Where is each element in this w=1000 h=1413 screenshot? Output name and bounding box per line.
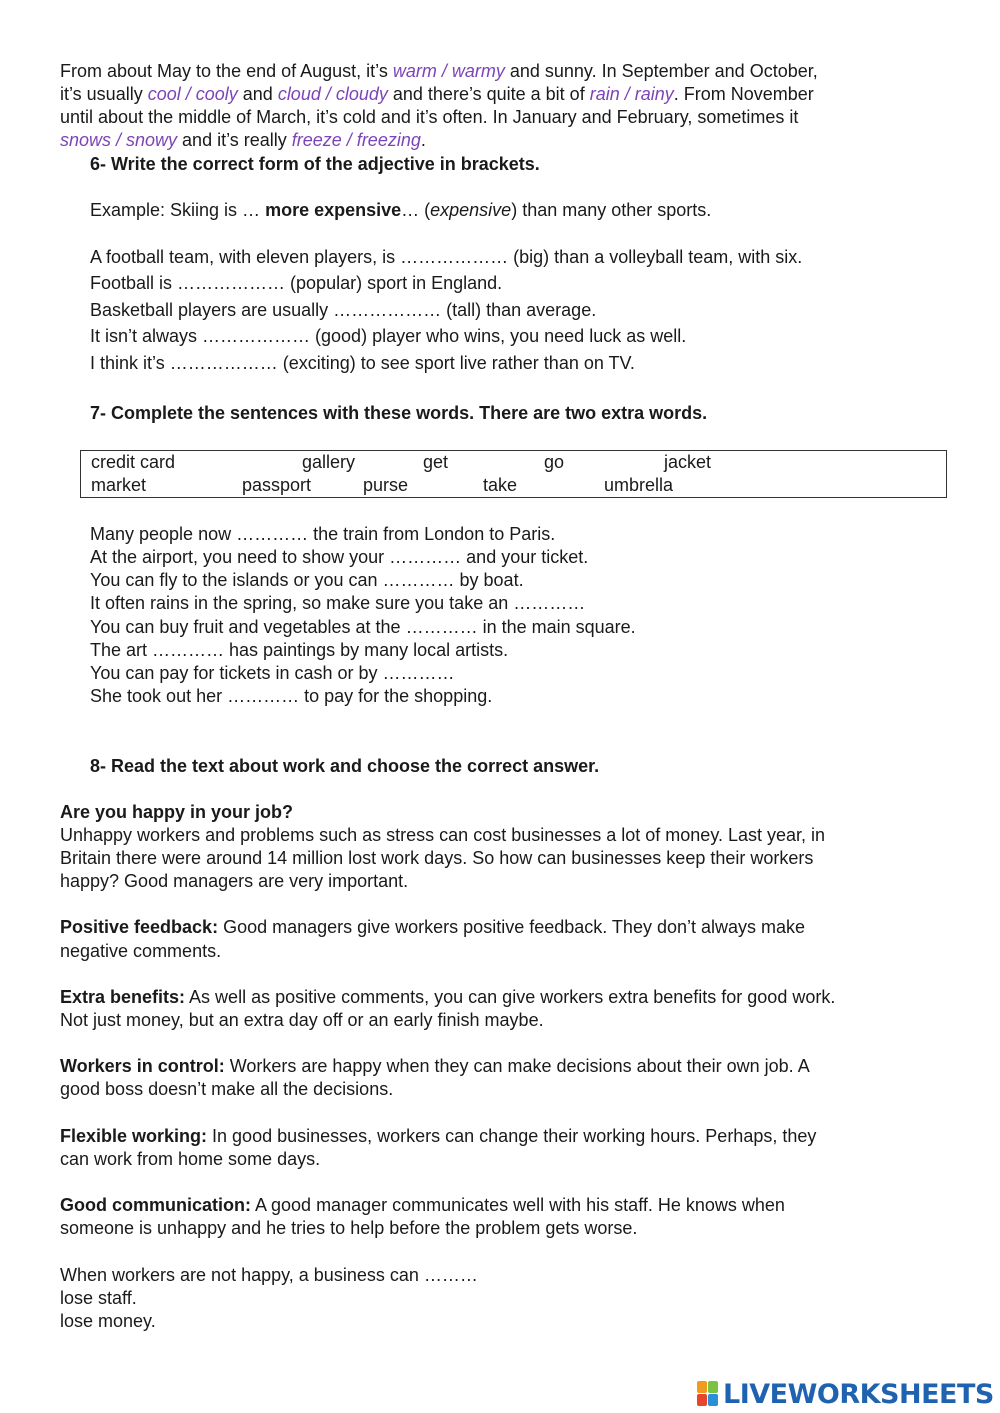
choice-option[interactable]: snows / snowy — [60, 130, 178, 150]
text: it’s usually — [60, 84, 148, 104]
text: and there’s quite a bit of — [387, 84, 590, 104]
word-bank-item: credit card — [91, 452, 176, 472]
text: ) than many other sports. — [511, 200, 712, 220]
paragraph-line: good boss doesn’t make all the decisions. — [60, 1079, 394, 1099]
exercise-6-item[interactable]: A football team, with eleven players, is ……………… (big) than a volleyball team, with six. — [90, 247, 803, 267]
word-bank-item: take — [483, 475, 518, 495]
text: Good managers give workers positive feedback. They don’t always make — [218, 917, 806, 937]
choice-option[interactable]: rain / rainy — [589, 84, 674, 104]
choice-option[interactable]: freeze / freezing — [291, 130, 421, 150]
article-intro-line: happy? Good managers are very important. — [60, 871, 409, 891]
word-bank — [80, 450, 947, 498]
word-bank-item: umbrella — [604, 475, 674, 495]
text: From about May to the end of August, it’s — [60, 61, 393, 81]
word-bank-item: purse — [363, 475, 409, 495]
brand-name: LIVEWORKSHEETS — [723, 1378, 994, 1410]
choice-option[interactable]: cloud / cloudy — [277, 84, 388, 104]
paragraph-extra-benefits — [60, 986, 835, 1009]
exercise-7-item[interactable]: You can pay for tickets in cash or by ………… — [90, 663, 455, 683]
question-text: When workers are not happy, a business can ……… — [60, 1265, 478, 1285]
article-intro-line: Britain there were around 14 million lost work days. So how can businesses keep their workers — [60, 848, 814, 868]
text: . From November — [673, 84, 814, 104]
paragraph-positive-feedback — [60, 916, 805, 939]
example-answer: more expensive — [265, 200, 402, 220]
intro-line-1 — [60, 60, 818, 83]
text: . — [420, 130, 426, 150]
word-bank-item: jacket — [664, 452, 712, 472]
exercise-7-item[interactable]: You can fly to the islands or you can ………… by boat. — [90, 570, 524, 590]
text: … ( — [401, 200, 431, 220]
intro-line-2 — [60, 83, 814, 106]
word-bank-item: market — [91, 475, 147, 495]
text: In good businesses, workers can change their working hours. Perhaps, they — [207, 1126, 817, 1146]
paragraph-label: Positive feedback: — [60, 917, 219, 937]
section-6-heading: 6- Write the correct form of the adjective in brackets. — [90, 154, 540, 174]
exercise-6-item[interactable]: I think it’s ……………… (exciting) to see sport live rather than on TV. — [90, 353, 635, 373]
choice-option[interactable]: cool / cooly — [147, 84, 238, 104]
exercise-6-item[interactable]: It isn’t always ……………… (good) player who wins, you need luck as well. — [90, 326, 687, 346]
paragraph-flexible-working — [60, 1125, 816, 1148]
exercise-6-item[interactable]: Football is ……………… (popular) sport in England. — [90, 273, 503, 293]
logo-blocks-icon — [697, 1381, 719, 1407]
paragraph-workers-in-control — [60, 1055, 810, 1078]
intro-line-3: until about the middle of March, it’s cold and it’s often. In January and February, sometimes it — [60, 107, 799, 127]
exercise-7-item[interactable]: She took out her ………… to pay for the shopping. — [90, 686, 493, 706]
paragraph-line: Not just money, but an extra day off or an early finish maybe. — [60, 1010, 544, 1030]
paragraph-label: Extra benefits: — [60, 987, 186, 1007]
word-bank-item: go — [544, 452, 565, 472]
paragraph-line: someone is unhappy and he tries to help before the problem gets worse. — [60, 1218, 638, 1238]
paragraph-line: negative comments. — [60, 941, 222, 961]
paragraph-label: Workers in control: — [60, 1056, 225, 1076]
example-word: expensive — [430, 200, 512, 220]
liveworksheets-logo — [697, 1377, 994, 1411]
text: A good manager communicates well with his staff. He knows when — [251, 1195, 785, 1215]
text: and — [237, 84, 278, 104]
text: Example: Skiing is … — [90, 200, 266, 220]
exercise-7-item[interactable]: You can buy fruit and vegetables at the ………… in the main square. — [90, 617, 636, 637]
choice-option[interactable]: warm / warmy — [392, 61, 505, 81]
exercise-7-item[interactable]: Many people now ………… the train from London to Paris. — [90, 524, 556, 544]
answer-option[interactable]: lose staff. — [60, 1288, 137, 1308]
intro-line-4 — [60, 129, 426, 152]
paragraph-label: Good communication: — [60, 1195, 251, 1215]
text: Workers are happy when they can make decisions about their own job. A — [224, 1056, 810, 1076]
word-bank-item: gallery — [302, 452, 356, 472]
exercise-6-item[interactable]: Basketball players are usually ……………… (tall) than average. — [90, 300, 597, 320]
answer-option[interactable]: lose money. — [60, 1311, 156, 1331]
text: and it’s really — [177, 130, 292, 150]
article-title: Are you happy in your job? — [60, 802, 294, 822]
text: As well as positive comments, you can give workers extra benefits for good work. — [185, 987, 836, 1007]
paragraph-line: can work from home some days. — [60, 1149, 321, 1169]
paragraph-good-communication — [60, 1194, 785, 1217]
article-intro-line: Unhappy workers and problems such as stress can cost businesses a lot of money. Last year, in — [60, 825, 826, 845]
exercise-7-item[interactable]: The art ………… has paintings by many local artists. — [90, 640, 509, 660]
section-7-heading: 7- Complete the sentences with these words. There are two extra words. — [90, 403, 708, 423]
word-bank-item: get — [423, 452, 449, 472]
exercise-7-item[interactable]: At the airport, you need to show your ………… and your ticket. — [90, 547, 589, 567]
section-8-heading: 8- Read the text about work and choose the correct answer. — [90, 756, 600, 776]
text: and sunny. In September and October, — [504, 61, 818, 81]
word-bank-item: passport — [242, 475, 312, 495]
section-6-example — [90, 199, 711, 222]
paragraph-label: Flexible working: — [60, 1126, 208, 1146]
exercise-7-item[interactable]: It often rains in the spring, so make sure you take an ………… — [90, 593, 586, 613]
